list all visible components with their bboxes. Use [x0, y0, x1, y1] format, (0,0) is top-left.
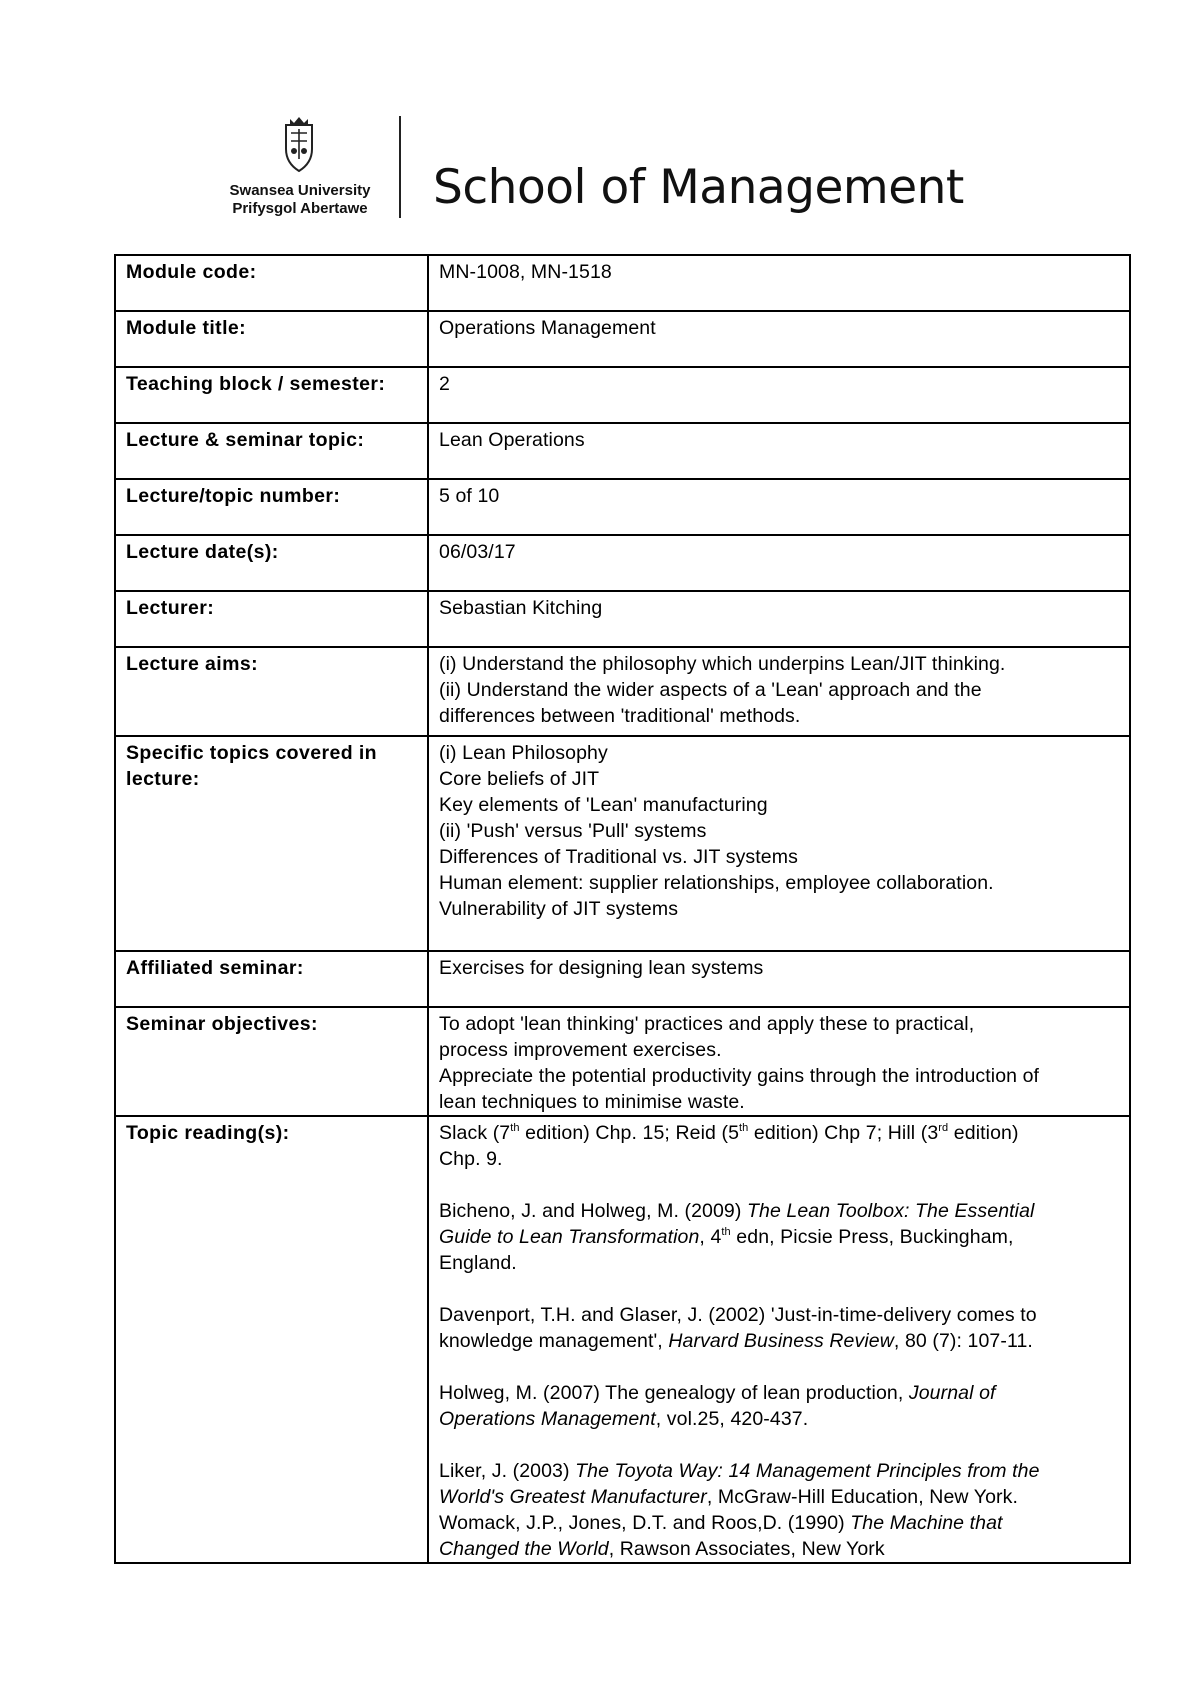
table-row	[115, 736, 1130, 951]
topic-readings-value	[428, 1116, 1130, 1563]
reading-womack-cont: Changed the World, Rawson Associates, New York	[439, 1538, 885, 1560]
reading-slack-cont: Chp. 9.	[439, 1148, 503, 1170]
topic-line: Vulnerability of JIT systems	[439, 898, 679, 920]
aims-line: (i) Understand the philosophy which underpins Lean/JIT thinking.	[439, 653, 1006, 675]
module-table	[114, 254, 1131, 1564]
page-header	[225, 112, 1005, 222]
table-row	[115, 311, 1130, 367]
reading-bicheno: Bicheno, J. and Holweg, M. (2009) The Lean Toolbox: The Essential	[439, 1200, 1035, 1222]
reading-womack: Womack, J.P., Jones, D.T. and Roos,D. (1990) The Machine that	[439, 1512, 1003, 1534]
reading-bicheno-end: England.	[439, 1252, 517, 1274]
table-row	[115, 1007, 1130, 1116]
topic-line: Key elements of 'Lean' manufacturing	[439, 794, 768, 816]
table-row	[115, 255, 1130, 311]
affiliated-seminar-value: Exercises for designing lean systems	[428, 951, 1130, 1007]
topic-number-value: 5 of 10	[428, 479, 1130, 535]
topic-label: Lecture & seminar topic:	[115, 423, 428, 479]
objective-line: lean techniques to minimise waste.	[439, 1091, 745, 1113]
university-name-english: Swansea University	[229, 182, 371, 199]
aims-line: differences between 'traditional' methods.	[439, 705, 801, 727]
topic-line: Core beliefs of JIT	[439, 768, 600, 790]
seminar-objectives-label: Seminar objectives:	[115, 1007, 428, 1116]
reading-liker-cont: World's Greatest Manufacturer, McGraw-Hill Education, New York.	[439, 1486, 1018, 1508]
table-row	[115, 591, 1130, 647]
table-row	[115, 647, 1130, 736]
reading-slack: Slack (7th edition) Chp. 15; Reid (5th edition) Chp 7; Hill (3rd edition)	[439, 1122, 1019, 1144]
specific-topics-label: Specific topics covered in lecture:	[115, 736, 428, 951]
objective-line: process improvement exercises.	[439, 1039, 722, 1061]
aims-line: (ii) Understand the wider aspects of a 'Lean' approach and the	[439, 679, 982, 701]
module-title-label: Module title:	[115, 311, 428, 367]
lecture-date-value: 06/03/17	[428, 535, 1130, 591]
topic-line: Differences of Traditional vs. JIT systems	[439, 846, 798, 868]
lecture-aims-value	[428, 647, 1130, 736]
lecturer-value: Sebastian Kitching	[428, 591, 1130, 647]
affiliated-seminar-label: Affiliated seminar:	[115, 951, 428, 1007]
module-code-label: Module code:	[115, 255, 428, 311]
lecture-date-label: Lecture date(s):	[115, 535, 428, 591]
reading-holweg: Holweg, M. (2007) The genealogy of lean production, Journal of	[439, 1382, 996, 1404]
topic-number-label: Lecture/topic number:	[115, 479, 428, 535]
table-row	[115, 367, 1130, 423]
university-name-welsh: Prifysgol Abertawe	[232, 200, 368, 217]
table-row	[115, 423, 1130, 479]
university-crest-icon	[280, 115, 318, 175]
reading-bicheno-cont: Guide to Lean Transformation, 4th edn, Picsie Press, Buckingham,	[439, 1226, 1014, 1248]
topic-line: (ii) 'Push' versus 'Pull' systems	[439, 820, 707, 842]
topic-value: Lean Operations	[428, 423, 1130, 479]
seminar-objectives-value	[428, 1007, 1130, 1116]
module-title-value: Operations Management	[428, 311, 1130, 367]
objective-line: Appreciate the potential productivity gains through the introduction of	[439, 1065, 1040, 1087]
table-row	[115, 535, 1130, 591]
table-row	[115, 479, 1130, 535]
table-row	[115, 951, 1130, 1007]
reading-davenport-cont: knowledge management', Harvard Business Review, 80 (7): 107-11.	[439, 1330, 1033, 1352]
topic-line: (i) Lean Philosophy	[439, 742, 608, 764]
teaching-block-value: 2	[428, 367, 1130, 423]
objective-line: To adopt 'lean thinking' practices and apply these to practical,	[439, 1013, 975, 1035]
reading-liker: Liker, J. (2003) The Toyota Way: 14 Management Principles from the	[439, 1460, 1040, 1482]
specific-topics-value	[428, 736, 1130, 951]
lecturer-label: Lecturer:	[115, 591, 428, 647]
topic-line: Human element: supplier relationships, employee collaboration.	[439, 872, 994, 894]
lecture-aims-label: Lecture aims:	[115, 647, 428, 736]
table-row	[115, 1116, 1130, 1563]
reading-davenport: Davenport, T.H. and Glaser, J. (2002) 'Just-in-time-delivery comes to	[439, 1304, 1037, 1326]
header-divider	[399, 116, 401, 218]
school-title: School of Management	[433, 160, 964, 215]
teaching-block-label: Teaching block / semester:	[115, 367, 428, 423]
reading-holweg-cont: Operations Management, vol.25, 420-437.	[439, 1408, 809, 1430]
topic-readings-label: Topic reading(s):	[115, 1116, 428, 1563]
module-code-value: MN-1008, MN-1518	[428, 255, 1130, 311]
